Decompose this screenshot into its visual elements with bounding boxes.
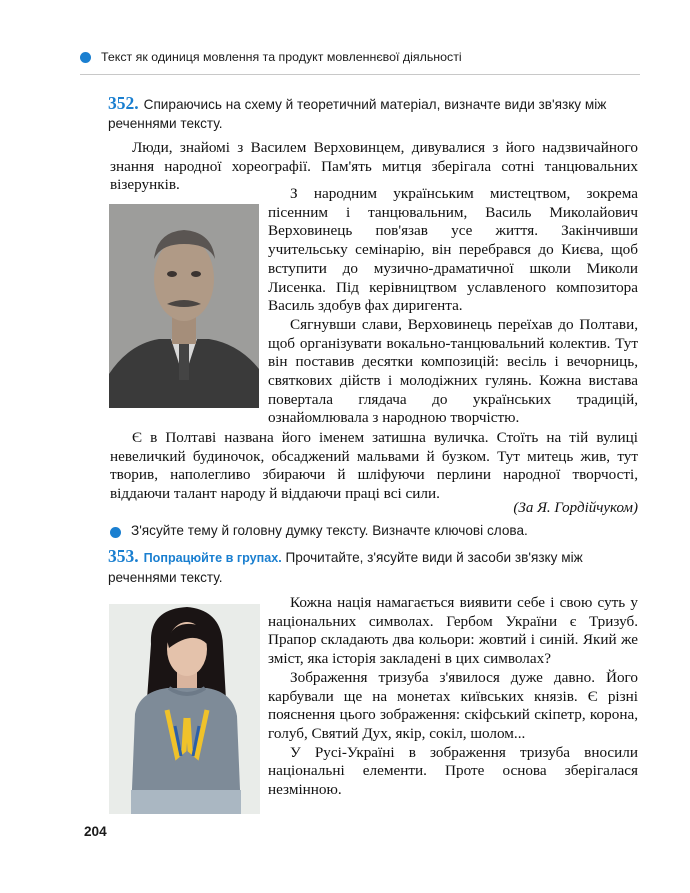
text-353-paragraph: Кожна нація намагається виявити себе і свою суть у національних символах. Гербом України є Тризуб. Прапор складають два кольори: жовтий і синій. Який же зміст, яка історія закладені в цих символах? [268,594,638,668]
task-353-label: Попрацюйте в групах. [143,551,282,565]
task-352-number: 352. [108,93,139,113]
page-header [80,48,660,68]
text-352-paragraph: Люди, знайомі з Василем Верховинцем, дивувалися з його надзвичайного знання народної хореографії. Пам'ять митця зберігала сотні танцювальних візерунків. [110,139,638,194]
task-352-instruction: Спираючись на схему й теоретичний матеріал, визначте види зв'язку між [143,97,607,112]
instruction-bullet [110,522,670,542]
text-352-final [110,429,638,504]
text-352-main [268,185,638,428]
header-bullet-icon [80,52,91,63]
woman-illustration [109,604,260,814]
text-352-paragraph: З народним українським мистецтвом, зокрема пісенним і танцювальним, Василь Миколайович Верховинець пов'язав усе життя. Закінчивши учительську семінарію, він перебрався до Києва, щоб вступити до музично-драматичної школи Миколи Лисенка. Під керівництвом уславленого композитора Василь здобув фах диригента. [268,185,638,315]
page-number: 204 [84,824,107,839]
task-352 [108,94,653,133]
instruction-bullet-icon [110,527,121,538]
text-353-paragraph: Зображення тризуба з'явилося дуже давно. Його карбували ще на монетах київських князів. Є різні пояснення цього зображення: скіфський скіпетр, корона, голуб, Святий Дух, якір, сокіл, шолом... [268,668,638,742]
header-divider [80,74,640,75]
task-353-number: 353. [108,546,139,566]
portrait-illustration [109,204,259,408]
task-353 [108,547,653,587]
task-353-instruction-2: реченнями тексту. [108,570,223,585]
text-352-paragraph: Є в Полтаві названа його іменем затишна вуличка. Стоїть на тій вулиці невеличкий будиночок, обсаджений мальвами й бузком. Тут митець жив, тут творив, наполегливо збираючи й шліфуючи перлини народної творчості, віддаючи талант народу й віддаючи праці всі сили. [110,429,638,503]
text-source: (За Я. Гордійчуком) [513,500,638,516]
task-352-instruction-2: реченнями тексту. [108,116,223,131]
woman-photo [109,604,260,814]
task-353-instruction: Прочитайте, з'ясуйте види й засоби зв'язку між [281,550,583,565]
text-352-paragraph: Сягнувши слави, Верховинець переїхав до Полтави, щоб організувати вокально-танцювальний колектив. Тут він поставив десятки композицій: весіль і вечорниць, святкових дійств і молодіжних гулянь. Кожна вистава повертала глядача до українських традицій, ознайомлювала з народною творчістю. [268,315,638,427]
instruction-text: З'ясуйте тему й головну думку тексту. Визначте ключові слова. [131,523,528,538]
header-title: Текст як одиниця мовлення та продукт мовленнєвої діяльності [101,50,462,64]
portrait-photo [109,204,259,408]
text-353 [268,594,638,800]
text-353-paragraph: У Русі-Україні в зображення тризуба вносили національні елементи. Проте основа зберігалася незмінною. [268,743,638,799]
